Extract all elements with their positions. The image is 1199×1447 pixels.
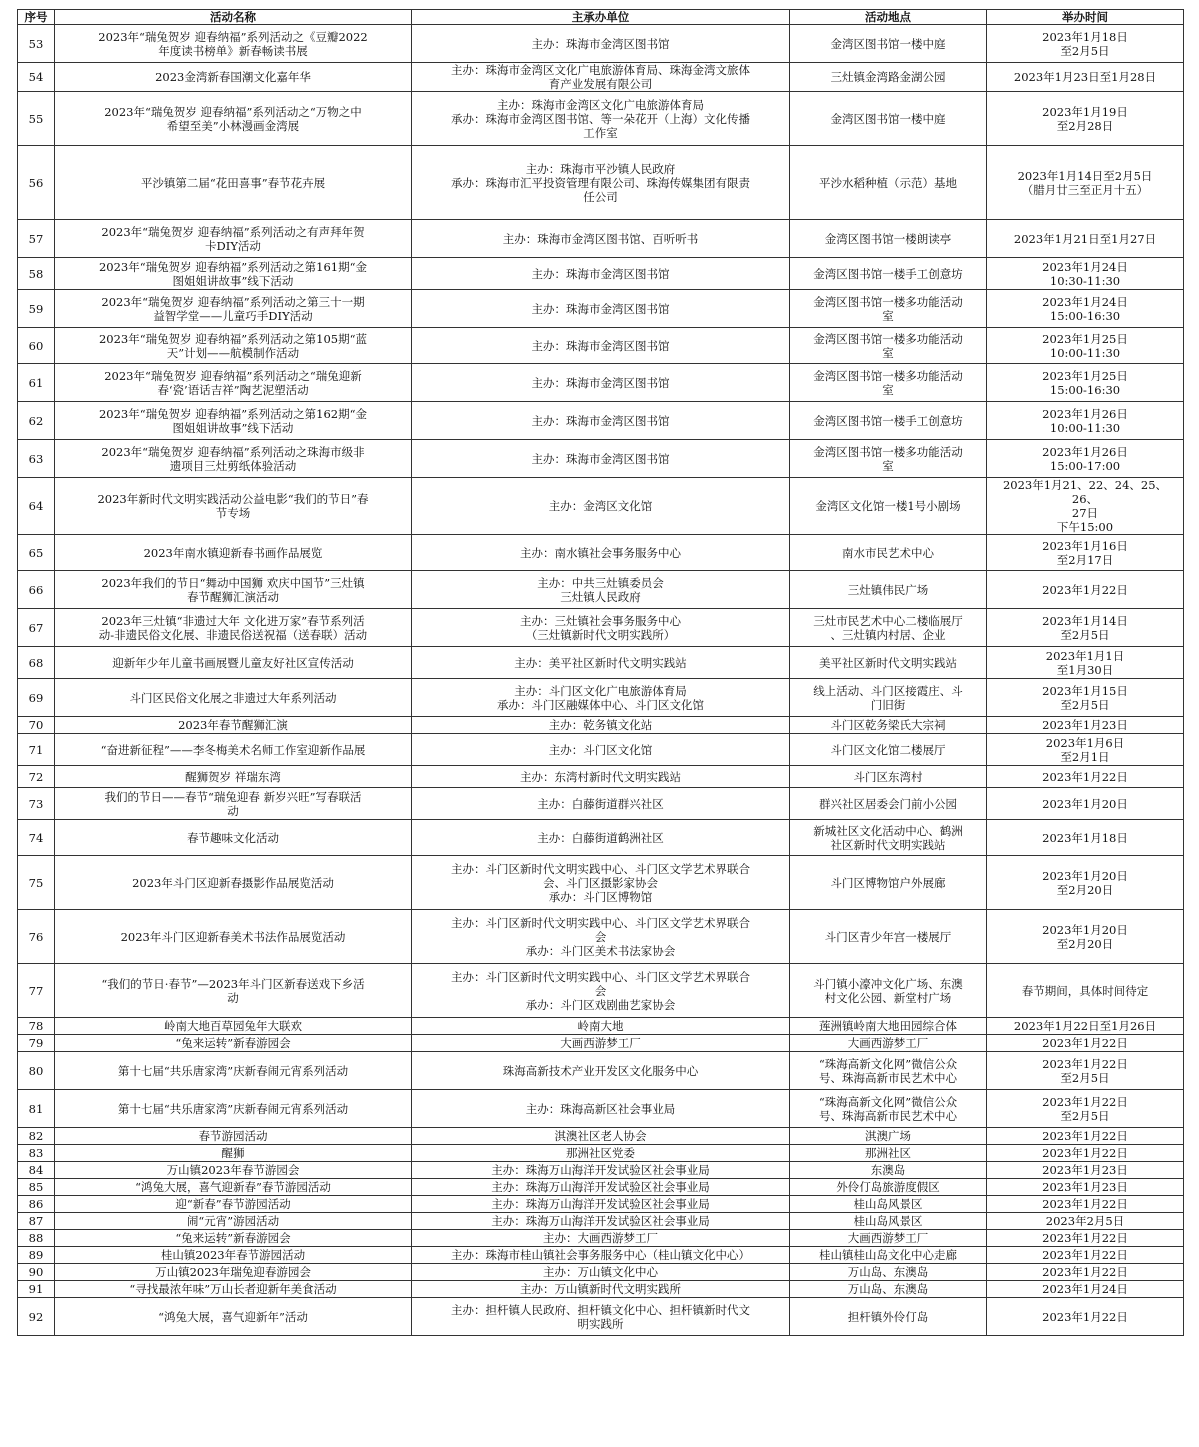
cell-time: 2023年1月6日 至2月1日 <box>987 734 1184 766</box>
table-row <box>18 535 1184 571</box>
cell-time: 2023年1月25日 15:00-16:30 <box>987 364 1184 402</box>
cell-location: 三灶镇金湾路金湖公园 <box>790 63 987 92</box>
cell-organizer: 主办：万山镇新时代文明实践所 <box>412 1281 790 1298</box>
cell-time: 2023年1月15日 至2月5日 <box>987 679 1184 717</box>
cell-location: 平沙水稻种植（示范）基地 <box>790 146 987 220</box>
cell-location: 群兴社区居委会门前小公园 <box>790 788 987 820</box>
cell-organizer: 主办：白藤街道鹤洲社区 <box>412 820 790 856</box>
header-location: 活动地点 <box>790 10 987 25</box>
cell-location: 斗门区青少年宫一楼展厅 <box>790 910 987 964</box>
cell-location: 金湾区图书馆一楼朗读亭 <box>790 220 987 258</box>
cell-activity-name: “寻找最浓年味”万山长者迎新年美食活动 <box>55 1281 412 1298</box>
cell-no: 89 <box>18 1247 55 1264</box>
cell-location: 万山岛、东澳岛 <box>790 1264 987 1281</box>
cell-activity-name: 第十七届“共乐唐家湾”庆新春闹元宵系列活动 <box>55 1090 412 1128</box>
cell-no: 59 <box>18 290 55 328</box>
table-row <box>18 647 1184 679</box>
cell-activity-name: 2023年“瑞兔贺岁 迎春纳福”系列活动之“万物之中 希望至美”小林漫画金湾展 <box>55 92 412 146</box>
cell-activity-name: 2023年“瑞兔贺岁 迎春纳福”系列活动之珠海市级非 遗项目三灶剪纸体验活动 <box>55 440 412 478</box>
cell-location: 三灶市民艺术中心二楼临展厅 、三灶镇内村居、企业 <box>790 609 987 647</box>
cell-organizer: 主办：珠海高新区社会事业局 <box>412 1090 790 1128</box>
cell-location: 金湾区图书馆一楼多功能活动 室 <box>790 440 987 478</box>
cell-time: 2023年1月26日 15:00-17:00 <box>987 440 1184 478</box>
cell-no: 58 <box>18 258 55 290</box>
cell-organizer: 主办：乾务镇文化站 <box>412 717 790 734</box>
cell-location: 东澳岛 <box>790 1162 987 1179</box>
cell-time: 2023年1月14日 至2月5日 <box>987 609 1184 647</box>
cell-no: 68 <box>18 647 55 679</box>
cell-activity-name: 2023年春节醒狮汇演 <box>55 717 412 734</box>
cell-activity-name: 闹“元宵”游园活动 <box>55 1213 412 1230</box>
cell-no: 63 <box>18 440 55 478</box>
cell-activity-name: 第十七届“共乐唐家湾”庆新春闹元宵系列活动 <box>55 1052 412 1090</box>
cell-no: 72 <box>18 766 55 788</box>
cell-no: 88 <box>18 1230 55 1247</box>
cell-no: 70 <box>18 717 55 734</box>
cell-activity-name: 万山镇2023年瑞兔迎春游园会 <box>55 1264 412 1281</box>
header-time: 举办时间 <box>987 10 1184 25</box>
cell-location: 金湾区图书馆一楼中庭 <box>790 25 987 63</box>
table-row <box>18 1018 1184 1035</box>
cell-activity-name: 迎新年少年儿童书画展暨儿童友好社区宣传活动 <box>55 647 412 679</box>
cell-location: 金湾区图书馆一楼多功能活动 室 <box>790 328 987 364</box>
cell-location: “珠海高新文化网”微信公众 号、珠海高新市民艺术中心 <box>790 1090 987 1128</box>
cell-time: 2023年1月20日 <box>987 788 1184 820</box>
table-row <box>18 92 1184 146</box>
cell-activity-name: 2023年“瑞兔贺岁 迎春纳福”系列活动之《豆瓣2022 年度读书榜单》新春畅读书展 <box>55 25 412 63</box>
table-row <box>18 609 1184 647</box>
cell-organizer: 主办：南水镇社会事务服务中心 <box>412 535 790 571</box>
cell-time: 2023年1月14日至2月5日 （腊月廿三至正月十五） <box>987 146 1184 220</box>
table-row <box>18 364 1184 402</box>
cell-no: 53 <box>18 25 55 63</box>
cell-location: 线上活动、斗门区接霞庄、斗 门旧街 <box>790 679 987 717</box>
cell-organizer: 主办：珠海万山海洋开发试验区社会事业局 <box>412 1162 790 1179</box>
header-activity-name: 活动名称 <box>55 10 412 25</box>
cell-time: 2023年1月23日 <box>987 1162 1184 1179</box>
cell-time: 2023年1月21、22、24、25、26、 27日 下午15:00 <box>987 478 1184 535</box>
cell-time: 2023年1月1日 至1月30日 <box>987 647 1184 679</box>
cell-location: 斗门区文化馆二楼展厅 <box>790 734 987 766</box>
cell-location: 大画西游梦工厂 <box>790 1035 987 1052</box>
cell-activity-name: 2023年“瑞兔贺岁 迎春纳福”系列活动之有声拜年贺 卡DIY活动 <box>55 220 412 258</box>
table-row <box>18 1052 1184 1090</box>
cell-location: 斗门区博物馆户外展廊 <box>790 856 987 910</box>
cell-organizer: 主办：珠海市金湾区图书馆 <box>412 258 790 290</box>
cell-organizer: 珠海高新技术产业开发区文化服务中心 <box>412 1052 790 1090</box>
cell-activity-name: 2023年“瑞兔贺岁 迎春纳福”系列活动之第三十一期 益智学堂——儿童巧手DIY活动 <box>55 290 412 328</box>
cell-organizer: 主办：斗门区文化馆 <box>412 734 790 766</box>
table-row <box>18 964 1184 1018</box>
cell-organizer: 主办：珠海市金湾区图书馆 <box>412 402 790 440</box>
cell-location: 淇澳广场 <box>790 1128 987 1145</box>
cell-activity-name: 万山镇2023年春节游园会 <box>55 1162 412 1179</box>
cell-no: 76 <box>18 910 55 964</box>
cell-no: 82 <box>18 1128 55 1145</box>
cell-time: 2023年1月24日 <box>987 1281 1184 1298</box>
table-row <box>18 402 1184 440</box>
cell-time: 2023年1月23日 <box>987 717 1184 734</box>
cell-organizer: 主办：大画西游梦工厂 <box>412 1230 790 1247</box>
table-row <box>18 856 1184 910</box>
table-row <box>18 1281 1184 1298</box>
cell-activity-name: 迎“新春”春节游园活动 <box>55 1196 412 1213</box>
cell-organizer: 主办：珠海万山海洋开发试验区社会事业局 <box>412 1196 790 1213</box>
cell-time: 2023年1月22日 <box>987 1264 1184 1281</box>
cell-location: 那洲社区 <box>790 1145 987 1162</box>
cell-organizer: 主办：斗门区文化广电旅游体育局 承办：斗门区融媒体中心、斗门区文化馆 <box>412 679 790 717</box>
cell-activity-name: “兔来运转”新春游园会 <box>55 1035 412 1052</box>
cell-no: 56 <box>18 146 55 220</box>
table-row <box>18 1128 1184 1145</box>
cell-location: 大画西游梦工厂 <box>790 1230 987 1247</box>
cell-no: 91 <box>18 1281 55 1298</box>
cell-location: 新城社区文化活动中心、鹤洲 社区新时代文明实践站 <box>790 820 987 856</box>
cell-organizer: 主办：万山镇文化中心 <box>412 1264 790 1281</box>
cell-time: 2023年1月22日 <box>987 571 1184 609</box>
cell-no: 90 <box>18 1264 55 1281</box>
cell-activity-name: “兔来运转”新春游园会 <box>55 1230 412 1247</box>
table-row <box>18 1298 1184 1336</box>
table-row <box>18 1247 1184 1264</box>
cell-activity-name: 2023年“瑞兔贺岁 迎春纳福”系列活动之第105期“蓝 天”计划——航模制作活动 <box>55 328 412 364</box>
cell-organizer: 主办：美平社区新时代文明实践站 <box>412 647 790 679</box>
cell-organizer: 岭南大地 <box>412 1018 790 1035</box>
table-row <box>18 1230 1184 1247</box>
table-row <box>18 146 1184 220</box>
cell-time: 2023年1月23日 <box>987 1179 1184 1196</box>
table-row <box>18 1264 1184 1281</box>
cell-organizer: 大画西游梦工厂 <box>412 1035 790 1052</box>
cell-location: 斗门区乾务梁氏大宗祠 <box>790 717 987 734</box>
cell-time: 2023年1月22日 <box>987 1035 1184 1052</box>
cell-time: 2023年1月16日 至2月17日 <box>987 535 1184 571</box>
cell-no: 78 <box>18 1018 55 1035</box>
table-body <box>18 25 1184 1336</box>
cell-location: 三灶镇伟民广场 <box>790 571 987 609</box>
cell-activity-name: 桂山镇2023年春节游园活动 <box>55 1247 412 1264</box>
cell-time: 春节期间，具体时间待定 <box>987 964 1184 1018</box>
cell-organizer: 主办：斗门区新时代文明实践中心、斗门区文学艺术界联合 会、斗门区摄影家协会 承办：斗门区博物馆 <box>412 856 790 910</box>
cell-time: 2023年1月22日 <box>987 1247 1184 1264</box>
cell-location: 斗门镇小濠冲文化广场、东澳 村文化公园、新堂村广场 <box>790 964 987 1018</box>
cell-organizer: 那洲社区党委 <box>412 1145 790 1162</box>
cell-location: “珠海高新文化网”微信公众 号、珠海高新市民艺术中心 <box>790 1052 987 1090</box>
cell-activity-name: 2023金湾新春国潮文化嘉年华 <box>55 63 412 92</box>
cell-activity-name: “奋进新征程”——李冬梅美术名师工作室迎新作品展 <box>55 734 412 766</box>
cell-activity-name: 2023年斗门区迎新春美术书法作品展览活动 <box>55 910 412 964</box>
cell-time: 2023年1月24日 15:00-16:30 <box>987 290 1184 328</box>
cell-time: 2023年1月23日至1月28日 <box>987 63 1184 92</box>
cell-location: 莲洲镇岭南大地田园综合体 <box>790 1018 987 1035</box>
table-row <box>18 328 1184 364</box>
cell-activity-name: 2023年斗门区迎新春摄影作品展览活动 <box>55 856 412 910</box>
cell-organizer: 主办：珠海市金湾区图书馆 <box>412 364 790 402</box>
cell-activity-name: 2023年南水镇迎新春书画作品展览 <box>55 535 412 571</box>
table-row <box>18 220 1184 258</box>
cell-time: 2023年1月22日 至2月5日 <box>987 1090 1184 1128</box>
cell-organizer: 淇澳社区老人协会 <box>412 1128 790 1145</box>
cell-no: 73 <box>18 788 55 820</box>
cell-no: 66 <box>18 571 55 609</box>
cell-no: 79 <box>18 1035 55 1052</box>
cell-organizer: 主办：白藤街道群兴社区 <box>412 788 790 820</box>
cell-time: 2023年1月18日 <box>987 820 1184 856</box>
cell-time: 2023年1月22日 <box>987 1230 1184 1247</box>
cell-time: 2023年1月24日 10:30-11:30 <box>987 258 1184 290</box>
cell-time: 2023年1月22日 <box>987 1298 1184 1336</box>
cell-no: 92 <box>18 1298 55 1336</box>
cell-time: 2023年1月26日 10:00-11:30 <box>987 402 1184 440</box>
cell-time: 2023年1月22日 <box>987 1128 1184 1145</box>
cell-organizer: 主办：珠海市金湾区图书馆 <box>412 328 790 364</box>
cell-location: 担杆镇外伶仃岛 <box>790 1298 987 1336</box>
cell-no: 81 <box>18 1090 55 1128</box>
cell-activity-name: 醒狮贺岁 祥瑞东湾 <box>55 766 412 788</box>
cell-no: 71 <box>18 734 55 766</box>
cell-location: 美平社区新时代文明实践站 <box>790 647 987 679</box>
cell-organizer: 主办：三灶镇社会事务服务中心 （三灶镇新时代文明实践所） <box>412 609 790 647</box>
table-row <box>18 258 1184 290</box>
cell-organizer: 主办：珠海市金湾区图书馆 <box>412 25 790 63</box>
cell-activity-name: 斗门区民俗文化展之非遗过大年系列活动 <box>55 679 412 717</box>
table-row <box>18 1162 1184 1179</box>
cell-no: 84 <box>18 1162 55 1179</box>
cell-no: 86 <box>18 1196 55 1213</box>
cell-activity-name: 春节趣味文化活动 <box>55 820 412 856</box>
cell-organizer: 主办：珠海市金湾区文化广电旅游体育局 承办：珠海市金湾区图书馆、等一朵花开（上海）文化传播 工作室 <box>412 92 790 146</box>
table-row <box>18 820 1184 856</box>
cell-time: 2023年1月21日至1月27日 <box>987 220 1184 258</box>
cell-activity-name: 岭南大地百草园兔年大联欢 <box>55 1018 412 1035</box>
cell-activity-name: 2023年新时代文明实践活动公益电影“我们的节日”春 节专场 <box>55 478 412 535</box>
cell-no: 67 <box>18 609 55 647</box>
table-row <box>18 1035 1184 1052</box>
table-row <box>18 717 1184 734</box>
cell-activity-name: 2023年我们的节日“舞动中国狮 欢庆中国节”三灶镇 春节醒狮汇演活动 <box>55 571 412 609</box>
cell-activity-name: “鸿兔大展，喜气迎新年”活动 <box>55 1298 412 1336</box>
cell-location: 金湾区图书馆一楼多功能活动 室 <box>790 364 987 402</box>
cell-activity-name: 2023年“瑞兔贺岁 迎春纳福”系列活动之第162期“金 图姐姐讲故事”线下活动 <box>55 402 412 440</box>
cell-location: 桂山岛风景区 <box>790 1196 987 1213</box>
cell-organizer: 主办：斗门区新时代文明实践中心、斗门区文学艺术界联合 会 承办：斗门区美术书法家协会 <box>412 910 790 964</box>
table-header-row <box>18 10 1184 25</box>
cell-location: 万山岛、东澳岛 <box>790 1281 987 1298</box>
table-row <box>18 910 1184 964</box>
cell-activity-name: 2023年“瑞兔贺岁 迎春纳福”系列活动之第161期“金 图姐姐讲故事”线下活动 <box>55 258 412 290</box>
table-row <box>18 478 1184 535</box>
cell-location: 桂山镇桂山岛文化中心走廊 <box>790 1247 987 1264</box>
table-row <box>18 1196 1184 1213</box>
cell-time: 2023年1月20日 至2月20日 <box>987 910 1184 964</box>
cell-organizer: 主办：珠海万山海洋开发试验区社会事业局 <box>412 1179 790 1196</box>
cell-no: 54 <box>18 63 55 92</box>
table-row <box>18 440 1184 478</box>
cell-no: 83 <box>18 1145 55 1162</box>
cell-activity-name: 2023年三灶镇“非遗过大年 文化进万家”春节系列活 动-非遗民俗文化展、非遗民俗送祝福（送春联）活动 <box>55 609 412 647</box>
cell-no: 62 <box>18 402 55 440</box>
cell-location: 金湾区文化馆一楼1号小剧场 <box>790 478 987 535</box>
cell-organizer: 主办：珠海市金湾区图书馆 <box>412 440 790 478</box>
cell-no: 69 <box>18 679 55 717</box>
cell-no: 87 <box>18 1213 55 1230</box>
cell-no: 55 <box>18 92 55 146</box>
cell-location: 金湾区图书馆一楼多功能活动 室 <box>790 290 987 328</box>
table-row <box>18 1179 1184 1196</box>
cell-no: 61 <box>18 364 55 402</box>
cell-location: 桂山岛风景区 <box>790 1213 987 1230</box>
cell-activity-name: 平沙镇第二届“花田喜事”春节花卉展 <box>55 146 412 220</box>
cell-time: 2023年1月18日 至2月5日 <box>987 25 1184 63</box>
cell-activity-name: 醒狮 <box>55 1145 412 1162</box>
cell-no: 60 <box>18 328 55 364</box>
cell-no: 75 <box>18 856 55 910</box>
cell-location: 金湾区图书馆一楼手工创意坊 <box>790 258 987 290</box>
cell-location: 金湾区图书馆一楼手工创意坊 <box>790 402 987 440</box>
table-row <box>18 290 1184 328</box>
cell-activity-name: 2023年“瑞兔贺岁 迎春纳福”系列活动之“瑞兔迎新 春‘瓷’语话吉祥”陶艺泥塑活动 <box>55 364 412 402</box>
cell-time: 2023年1月20日 至2月20日 <box>987 856 1184 910</box>
table-row <box>18 679 1184 717</box>
cell-time: 2023年1月22日 <box>987 1145 1184 1162</box>
table-row <box>18 788 1184 820</box>
cell-time: 2023年2月5日 <box>987 1213 1184 1230</box>
cell-activity-name: “我们的节日·春节”—2023年斗门区新春送戏下乡活 动 <box>55 964 412 1018</box>
cell-time: 2023年1月22日 至2月5日 <box>987 1052 1184 1090</box>
cell-location: 金湾区图书馆一楼中庭 <box>790 92 987 146</box>
table-row <box>18 1213 1184 1230</box>
cell-time: 2023年1月22日 <box>987 1196 1184 1213</box>
cell-location: 斗门区东湾村 <box>790 766 987 788</box>
cell-time: 2023年1月22日 <box>987 766 1184 788</box>
cell-organizer: 主办：珠海万山海洋开发试验区社会事业局 <box>412 1213 790 1230</box>
cell-no: 77 <box>18 964 55 1018</box>
cell-no: 80 <box>18 1052 55 1090</box>
table-row <box>18 63 1184 92</box>
cell-organizer: 主办：斗门区新时代文明实践中心、斗门区文学艺术界联合 会 承办：斗门区戏剧曲艺家协会 <box>412 964 790 1018</box>
cell-organizer: 主办：珠海市金湾区图书馆、百听听书 <box>412 220 790 258</box>
table-row <box>18 766 1184 788</box>
cell-time: 2023年1月22日至1月26日 <box>987 1018 1184 1035</box>
cell-organizer: 主办：珠海市金湾区图书馆 <box>412 290 790 328</box>
cell-organizer: 主办：中共三灶镇委员会 三灶镇人民政府 <box>412 571 790 609</box>
table-row <box>18 571 1184 609</box>
cell-no: 74 <box>18 820 55 856</box>
cell-organizer: 主办：担杆镇人民政府、担杆镇文化中心、担杆镇新时代文 明实践所 <box>412 1298 790 1336</box>
cell-organizer: 主办：珠海市桂山镇社会事务服务中心（桂山镇文化中心） <box>412 1247 790 1264</box>
activity-table-container <box>17 9 1183 1336</box>
table-row <box>18 734 1184 766</box>
cell-activity-name: 我们的节日——春节“瑞兔迎春 新岁兴旺”写春联活 动 <box>55 788 412 820</box>
cell-time: 2023年1月25日 10:00-11:30 <box>987 328 1184 364</box>
cell-organizer: 主办：金湾区文化馆 <box>412 478 790 535</box>
cell-no: 64 <box>18 478 55 535</box>
cell-organizer: 主办：珠海市平沙镇人民政府 承办：珠海市汇平投资管理有限公司、珠海传媒集团有限责 任公司 <box>412 146 790 220</box>
table-row <box>18 1145 1184 1162</box>
table-row <box>18 25 1184 63</box>
cell-no: 65 <box>18 535 55 571</box>
table-row <box>18 1090 1184 1128</box>
cell-activity-name: “鸿兔大展，喜气迎新春”春节游园活动 <box>55 1179 412 1196</box>
cell-organizer: 主办：东湾村新时代文明实践站 <box>412 766 790 788</box>
cell-activity-name: 春节游园活动 <box>55 1128 412 1145</box>
cell-location: 南水市民艺术中心 <box>790 535 987 571</box>
cell-organizer: 主办：珠海市金湾区文化广电旅游体育局、珠海金湾文旅体 育产业发展有限公司 <box>412 63 790 92</box>
cell-no: 85 <box>18 1179 55 1196</box>
cell-no: 57 <box>18 220 55 258</box>
cell-time: 2023年1月19日 至2月28日 <box>987 92 1184 146</box>
activity-table <box>17 9 1184 1336</box>
cell-location: 外伶仃岛旅游度假区 <box>790 1179 987 1196</box>
header-organizer: 主承办单位 <box>412 10 790 25</box>
header-no: 序号 <box>18 10 55 25</box>
